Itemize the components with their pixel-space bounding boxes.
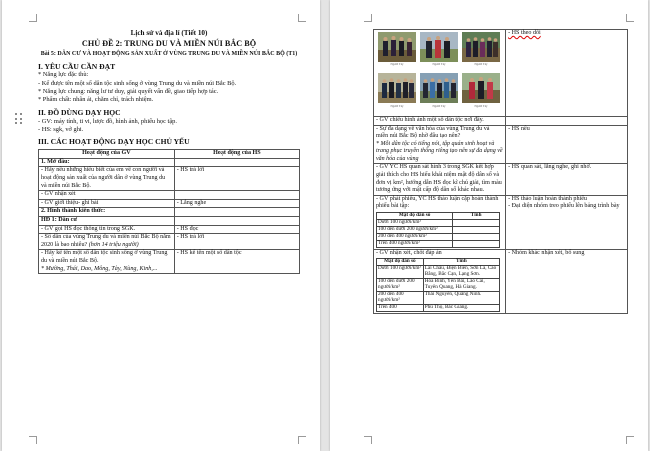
table-cell [506,30,628,117]
table-row [374,117,628,126]
ethnic-photo-grid [376,30,503,116]
table-cell: - HS trả lời [174,167,299,191]
table-row [39,216,300,225]
ethnic-group-photo [378,73,416,103]
page-corner-mark [298,14,306,22]
table-row [39,225,300,234]
worksheet-cell: 100 đến dưới 200 người/km² [377,226,453,233]
ethnic-group-photo [420,32,458,62]
worksheet-cell [453,240,500,247]
table-cell: - Lắng nghe [174,199,299,208]
page-corner-mark [364,436,372,444]
text-line: * Năng lực chung: năng lư tư duy, giải quyết vấn đề, giao tiếp hợp tác. [38,88,219,96]
table-cell: - GV giới thiệu- ghi bài [39,199,175,208]
question-text: - Sự đa dạng về văn hóa của vùng Trung du và miền núi Bắc Bộ nhờ đâu tạo nên? [376,125,490,140]
photo-caption: Người Tày [390,104,404,108]
table-cell: - HS trả lời [174,234,299,250]
table-cell: - GV nhận xét [39,191,175,200]
table-row [39,158,300,167]
worksheet-cell: Trên 400 người/km² [377,240,453,247]
page-content [38,29,300,274]
worksheet-cell [453,226,500,233]
table-cell [506,117,628,126]
answer-note: * Mường, Thái, Dao, Mông, Tày, Nùng, Kinh,... [41,265,158,272]
table-row [39,234,300,250]
table-cell: - GV YC HS quan sát hình 3 trong SGK kết hợp giải thích cho HS hiểu khái niệm mật độ dân số và đơn vị km², hướng dẫn HS đọc kĩ chú giải, tìm màu tương ứng với mật cấp độ dân số khác nhau. [374,164,506,195]
table-cell: - HS quan sát, lắng nghe, ghi nhớ. [506,164,628,195]
text-line: - GV: máy tính, ti vi, lược đồ, hình ảnh, phiếu học tập. [38,117,177,125]
table-cell [174,191,299,200]
table-cell: - GV gọi HS đọc thông tin trong SGK. [39,225,175,234]
table-cell [374,195,506,249]
answer-row [377,279,500,292]
section-heading-materials: II. ĐỒ DÙNG DẠY HỌC [38,107,121,117]
instruction-text: - GV nhận xét, chốt đáp án [376,249,442,256]
ethnic-group-photo [378,32,416,62]
photo-caption: Người Tày [432,104,446,108]
hs-activity: - HS theo dõi [508,30,541,36]
page-corner-mark [298,436,306,444]
text-line: - Kể được tên một số dân tộc sinh sống ở vùng Trung du và miền núi Bắc Bộ. [38,79,237,87]
table-row [39,208,300,217]
table-cell [374,30,506,117]
table-header-gv: Hoạt động của GV [39,150,175,159]
worksheet-cell: 200 đến 400 người/km² [377,233,453,240]
page-corner-mark [29,436,37,444]
photo-caption: Người Tày [474,62,488,66]
document-page-right [330,0,648,451]
table-row [374,125,628,164]
table-cell: - HS nêu [506,125,628,164]
page-corner-mark [626,14,634,22]
table-cell: 2. Hình thành kiến thức: [39,208,175,217]
lesson-subject-title: Lịch sử và địa lí (Tiết 10) [130,29,208,37]
section-heading-requirements: I. YÊU CẦU CẦN ĐẠT [38,61,116,71]
table-cell: - GV chiếu hình ảnh một số dân tộc nơi đây. [374,117,506,126]
photo-caption: Người Tày [432,62,446,66]
hs-activity: - HS thảo luận hoàn thành phiếu [508,195,587,202]
answer-cell: Hòa Bình, Yên Bái, Lào Cai, Tuyên Quang, Hà Giang. [423,279,499,292]
table-row [374,195,628,249]
table-cell [506,195,628,249]
page-content [373,29,628,314]
answer-note: (hơn 14 triệu người) [88,241,139,248]
worksheet-header: Tỉnh [453,212,500,219]
worksheet-cell: Dưới 100 người/km² [377,219,453,226]
table-cell: 1. Mở đầu: [39,158,175,167]
drag-handle-icon[interactable] [15,113,23,125]
page-corner-mark [364,14,372,22]
worksheet-cell [453,219,500,226]
hs-activity: - Đại diện nhóm treo phiếu lên bảng trình bày [508,203,620,210]
document-page-left [2,0,320,451]
answer-header: Tỉnh [423,259,499,266]
text-line: - HS: sgk, vở ghi. [38,125,84,133]
answer-header: Mật độ dân số [377,259,424,266]
table-row [39,167,300,191]
table-cell: - Nhóm khác nhận xét, bổ sung [506,249,628,313]
lesson-title: Bài 5: DÂN CƯ VÀ HOẠT ĐỘNG SẢN XUẤT Ở VÙNG TRUNG DU VÀ MIỀN NÚI BẮC BỘ (T1) [40,51,298,58]
ethnic-group-photo [462,73,500,103]
table-header-hs: Hoạt động của HS [174,150,299,159]
activities-table-continued [373,29,628,314]
worksheet-cell [453,233,500,240]
table-row [374,30,628,117]
table-cell [39,250,175,274]
worksheet-table [376,212,500,248]
table-row [39,191,300,200]
answer-note: * Mỗi dân tộc có tiếng nói, tập quán sinh hoạt và trang phục truyền thống riêng tạo nên sự đa dạng về văn hóa của vùng [376,140,503,162]
table-row [374,249,628,313]
table-cell [374,125,506,164]
instruction-text: - GV phát phiếu, YC HS thảo luận cặp hoàn thành phiếu bài tập: [376,195,499,210]
page-corner-mark [29,14,37,22]
table-row [39,250,300,274]
answer-row [377,305,500,312]
table-cell: - HS đọc [174,225,299,234]
table-cell [374,249,506,313]
answer-cell: 100 đến dưới 200 người/km² [377,279,424,292]
table-cell: - HS kể tên một số dân tộc [174,250,299,274]
topic-title: CHỦ ĐỀ 2: TRUNG DU VÀ MIỀN NÚI BẮC BỘ [81,39,257,49]
answer-cell: Dưới 100 người/km² [377,266,424,279]
answer-cell: Trên 400 [377,305,424,312]
photo-caption: Người Tày [390,62,404,66]
answer-cell: Lai Châu, Điện Biên, Sơn La, Cao Bằng, Bắc Cạn, Lạng Sơn. [423,266,499,279]
table-row [39,199,300,208]
table-row [374,164,628,195]
table-cell [174,158,299,167]
answer-row [377,266,500,279]
activities-table [38,149,300,274]
ethnic-group-photo [420,73,458,103]
table-cell [39,234,175,250]
worksheet-row [377,240,500,247]
ethnic-group-photo [462,32,500,62]
photo-caption: Người Tày [474,104,488,108]
answer-cell: Phú Thọ, Bắc Giang. [423,305,499,312]
table-cell [174,208,299,217]
text-line: * Phẩm chất: nhân ái, chăm chỉ, trách nhiệm. [38,96,154,104]
answer-cell: Thái Nguyên, Quảng Ninh. [423,292,499,305]
answer-table [376,258,500,312]
worksheet-header: Mật độ dân số [377,212,453,219]
text-line: * Năng lực đặc thù: [38,71,89,79]
table-cell: HĐ 1: Dân cư [39,216,175,225]
question-text: - Hãy kể tên một số dân tộc sinh sống ở vùng Trung du và miền núi Bắc Bộ. [41,250,168,264]
question-text: - Số dân của vùng Trung du và miền núi Bắc Bộ năm 2020 là bao nhiêu? [41,234,171,248]
section-heading-activities: III. CÁC HOẠT ĐỘNG DẠY HỌC CHỦ YẾU [38,137,190,147]
table-cell [174,216,299,225]
answer-cell: 200 đến 400 người/km² [377,292,424,305]
table-cell: - Hãy nêu những hiểu biết của em về con người và hoạt động sản xuất của người dân ở vùng Trung du và miền núi Bắc Bộ. [39,167,175,191]
answer-row [377,292,500,305]
page-corner-mark [626,436,634,444]
